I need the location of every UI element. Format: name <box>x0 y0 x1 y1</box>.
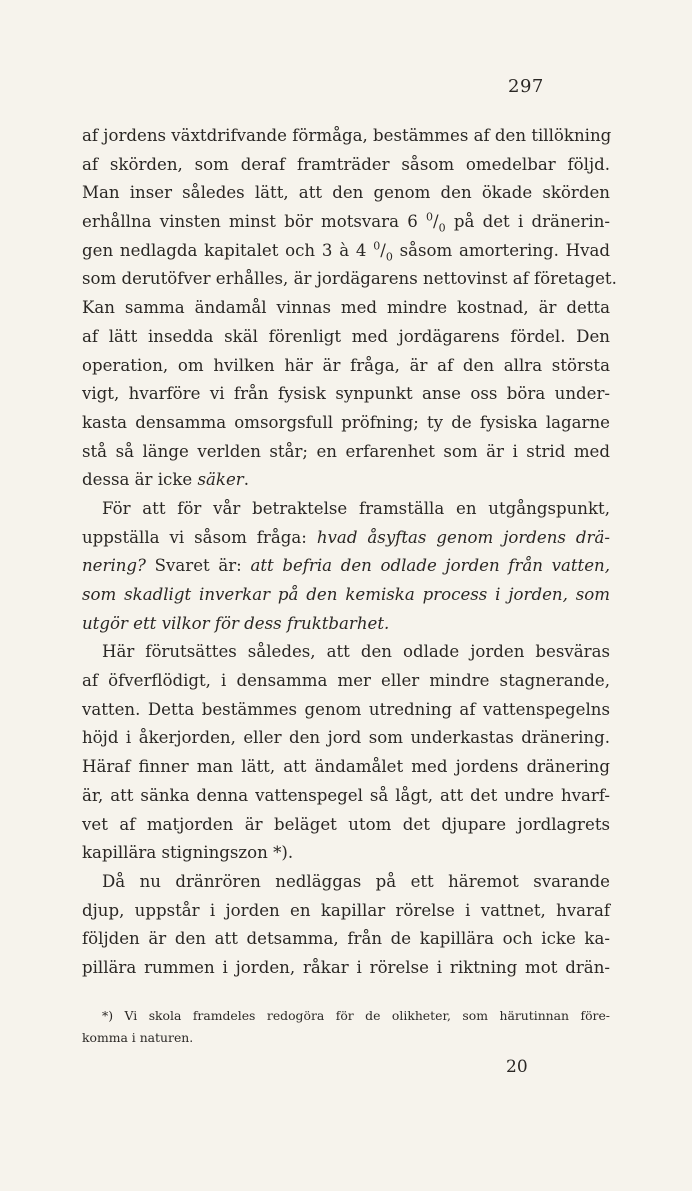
body-text <box>82 122 617 983</box>
text-line: operation, om hvilken här är fråga, är af den allra största <box>82 355 610 375</box>
text-line: Då nu dränrören nedläggas på ett häremot svarande <box>102 871 610 891</box>
text-line: af skörden, som deraf framträder såsom omedelbar följd. <box>82 154 610 174</box>
text-line: stå så länge verlden står; en erfarenhet som är i strid med <box>82 441 610 461</box>
text-line: Här förutsättes således, att den odlade jorden besväras <box>102 642 610 662</box>
text-line: nering? Svaret är: att befria den odlade jorden från vatten, <box>82 556 611 576</box>
text-line: är, att sänka denna vattenspegel så lågt, att det undre hvarf- <box>82 785 610 805</box>
text-line: höjd i åkerjorden, eller den jord som underkastas dränering. <box>82 728 610 748</box>
text-line: dessa är icke säker. <box>82 470 249 490</box>
text-line: Kan samma ändamål vinnas med mindre kostnad, är detta <box>82 298 610 318</box>
text-line: djup, uppstår i jorden en kapillar rörelse i vattnet, hvaraf <box>82 900 610 920</box>
signature-mark: 20 <box>506 1057 528 1077</box>
text-line: Man inser således lätt, att den genom den ökade skörden <box>82 183 610 203</box>
text-line: pillära rummen i jorden, råkar i rörelse i riktning mot drän- <box>82 957 610 977</box>
text-line: vigt, hvarföre vi från fysisk synpunkt anse oss böra under- <box>82 384 610 404</box>
text-line: gen nedlagda kapitalet och 3 à 4 $^0/_0$ såsom amortering. Hvad <box>82 239 610 264</box>
text-line: af öfverflödigt, i densamma mer eller mindre stagnerande, <box>82 671 610 691</box>
footnote <box>82 1005 610 1049</box>
text-line: Häraf finner man lätt, att ändamålet med jordens dränering <box>82 757 610 777</box>
text-line: som derutöfver erhålles, är jordägarens nettovinst af företaget. <box>82 269 617 289</box>
page-number: 297 <box>508 76 544 97</box>
text-line: uppställa vi såsom fråga: hvad åsyftas genom jordens drä- <box>82 527 610 547</box>
footnote-line: *) Vi skola framdeles redogöra för de olikheter, som härutinnan före- <box>102 1008 610 1023</box>
text-line: erhållna vinsten minst bör motsvara 6 $^0/_0$ på det i dränerin- <box>82 210 610 235</box>
text-line: kapillära stigningszon *). <box>82 843 294 863</box>
text-line: vet af matjorden är beläget utom det djupare jordlagrets <box>82 814 610 834</box>
text-line: För att för vår betraktelse framställa en utgångspunkt, <box>102 498 610 518</box>
footnote-line: komma i naturen. <box>82 1030 194 1045</box>
text-line: af lätt insedda skäl förenligt med jordägarens fördel. Den <box>82 326 610 346</box>
text-line: följden är den att detsamma, från de kapillära och icke ka- <box>82 929 610 949</box>
text-line: af jordens växtdrifvande förmåga, bestämmes af den tillökning <box>82 126 612 145</box>
text-line: kasta densamma omsorgsfull pröfning; ty de fysiska lagarne <box>82 412 610 432</box>
text-line: som skadligt inverkar på den kemiska process i jorden, som <box>82 585 610 604</box>
text-line: vatten. Detta bestämmes genom utredning af vattenspegelns <box>82 699 610 719</box>
text-line: utgör ett vilkor för dess fruktbarhet. <box>82 613 390 633</box>
